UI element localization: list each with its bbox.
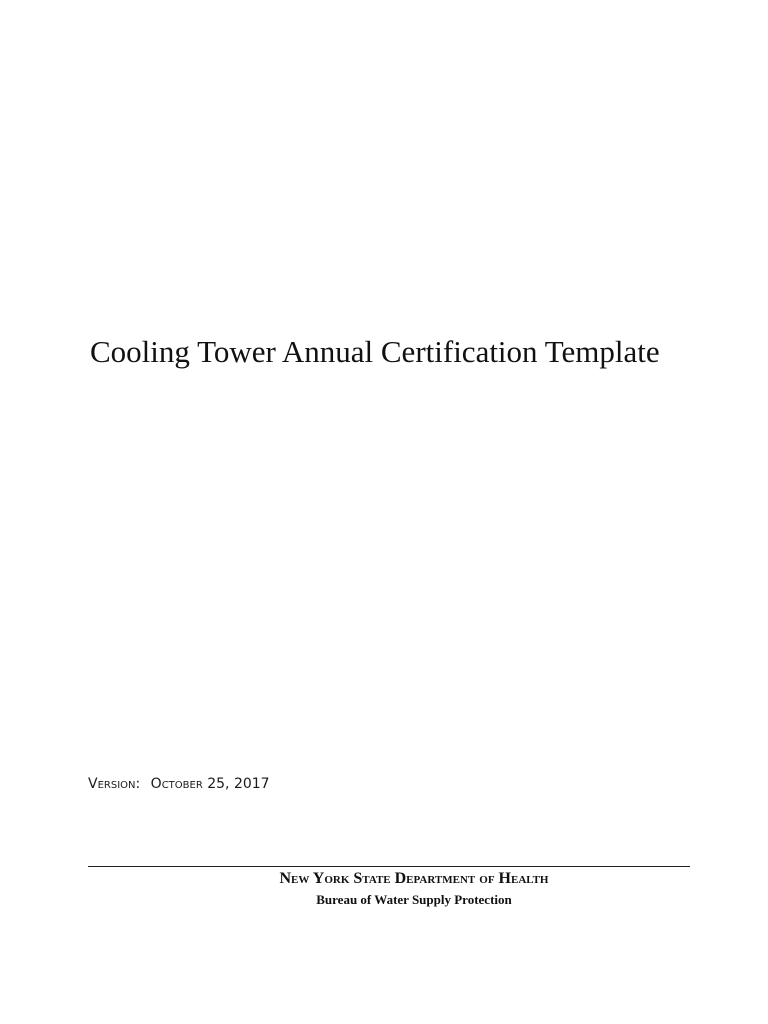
footer-divider xyxy=(88,866,690,867)
title-region xyxy=(90,330,680,378)
version-label: Version: xyxy=(88,776,141,792)
version-line xyxy=(88,776,270,792)
footer-organization: New York State Department of Health xyxy=(279,870,549,887)
footer-bureau: Bureau of Water Supply Protection xyxy=(316,892,512,907)
document-title: Cooling Tower Annual Certification Template xyxy=(90,334,660,369)
version-date: October 25, 2017 xyxy=(150,776,270,792)
